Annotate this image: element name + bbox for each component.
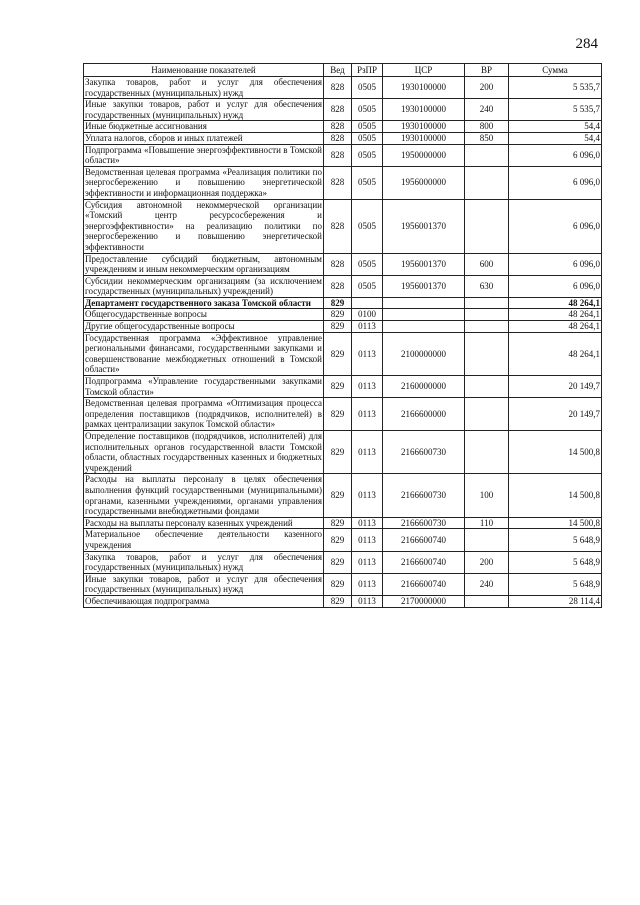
table-row (84, 275, 602, 297)
row-name: Уплата налогов, сборов и иных платежей (84, 132, 324, 144)
row-sum: 20 149,7 (509, 398, 602, 431)
row-rzpr: 0505 (352, 132, 383, 144)
table-row (84, 474, 602, 517)
table-row (84, 132, 602, 144)
row-vr (465, 332, 509, 375)
table-row (84, 431, 602, 474)
row-rzpr: 0505 (352, 253, 383, 275)
row-vr (465, 595, 509, 607)
row-rzpr: 0113 (352, 529, 383, 551)
row-sum: 48 264,1 (509, 332, 602, 375)
row-name: Материальное обеспечение деятельности казенного учреждения (85, 529, 322, 550)
row-ved: 829 (324, 398, 352, 431)
row-vr (465, 398, 509, 431)
row-vr (465, 376, 509, 398)
row-ved: 829 (324, 573, 352, 595)
row-ved: 828 (324, 121, 352, 133)
row-csr: 1956001370 (383, 275, 465, 297)
row-name: Субсидия автономной некоммерческой организации «Томский центр ресурсосбережения и энергоэффективности» на реализацию политики по энергосбережению и повышению энергетической эффективности (85, 199, 322, 252)
row-name: Определение поставщиков (подрядчиков, исполнителей) для исполнительных органов государственной власти Томской области, областных государственных казенных и бюджетных учреждений (85, 431, 322, 473)
row-csr: 1930100000 (383, 121, 465, 133)
row-ved: 829 (324, 376, 352, 398)
row-name: Ведомственная целевая программа «Реализация политики по энергосбережению и повышению энергетической эффективности и информационная поддержка» (85, 166, 322, 198)
row-csr: 1956001370 (383, 253, 465, 275)
row-name: Другие общегосударственные вопросы (84, 321, 324, 333)
row-csr: 2166600740 (383, 551, 465, 573)
header-vr: ВР (465, 64, 509, 77)
row-rzpr (352, 297, 383, 309)
row-vr (465, 144, 509, 166)
row-sum: 20 149,7 (509, 376, 602, 398)
row-sum: 6 096,0 (509, 199, 602, 253)
row-rzpr: 0505 (352, 199, 383, 253)
row-rzpr: 0100 (352, 309, 383, 321)
row-ved: 828 (324, 144, 352, 166)
row-rzpr: 0505 (352, 77, 383, 99)
row-csr: 2166600000 (383, 398, 465, 431)
row-ved: 829 (324, 297, 352, 309)
row-sum: 6 096,0 (509, 253, 602, 275)
row-sum: 5 535,7 (509, 77, 602, 99)
row-name: Предоставление субсидий бюджетным, автономным учреждениям и иным некоммерческим организациям (85, 253, 322, 275)
table-row (84, 121, 602, 133)
row-name: Иные закупки товаров, работ и услуг для обеспечения государственных (муниципальных) нужд (85, 573, 322, 595)
page-number: 284 (575, 36, 598, 52)
row-rzpr: 0113 (352, 332, 383, 375)
row-vr: 240 (465, 99, 509, 121)
table-row (84, 551, 602, 573)
row-sum: 48 264,1 (509, 297, 602, 309)
table-row (84, 77, 602, 99)
row-ved: 829 (324, 517, 352, 529)
row-name: Расходы на выплаты персоналу казенных учреждений (84, 517, 324, 529)
row-sum: 5 648,9 (509, 529, 602, 551)
header-csr: ЦСР (383, 64, 465, 77)
row-vr (465, 297, 509, 309)
table-row (84, 297, 602, 309)
row-rzpr: 0505 (352, 275, 383, 297)
row-vr: 100 (465, 474, 509, 517)
row-ved: 829 (324, 474, 352, 517)
row-sum: 28 114,4 (509, 595, 602, 607)
row-rzpr: 0505 (352, 99, 383, 121)
row-sum: 14 500,8 (509, 517, 602, 529)
row-csr: 1950000000 (383, 144, 465, 166)
table-row (84, 376, 602, 398)
row-vr (465, 166, 509, 199)
row-name: Иные закупки товаров, работ и услуг для обеспечения государственных (муниципальных) нужд (85, 99, 322, 120)
table-row (84, 398, 602, 431)
row-sum: 48 264,1 (509, 321, 602, 333)
row-vr (465, 321, 509, 333)
row-sum: 5 535,7 (509, 99, 602, 121)
table-row (84, 166, 602, 199)
table-row (84, 573, 602, 595)
row-sum: 6 096,0 (509, 275, 602, 297)
row-sum: 48 264,1 (509, 309, 602, 321)
table-row (84, 199, 602, 253)
row-rzpr: 0505 (352, 144, 383, 166)
row-ved: 829 (324, 321, 352, 333)
header-rzpr: РзПР (352, 64, 383, 77)
row-csr: 2166600740 (383, 529, 465, 551)
row-name: Департамент государственного заказа Томской области (84, 297, 324, 309)
row-sum: 6 096,0 (509, 144, 602, 166)
row-csr: 1930100000 (383, 77, 465, 99)
row-rzpr: 0113 (352, 573, 383, 595)
row-name: Иные бюджетные ассигнования (84, 121, 324, 133)
header-ved: Вед (324, 64, 352, 77)
row-ved: 829 (324, 529, 352, 551)
row-rzpr: 0113 (352, 431, 383, 474)
table-header-row (84, 64, 602, 77)
header-name: Наименование показателей (84, 64, 324, 77)
budget-table (83, 63, 602, 608)
row-csr: 2160000000 (383, 376, 465, 398)
row-csr: 1930100000 (383, 99, 465, 121)
table-row (84, 517, 602, 529)
row-name: Подпрограмма «Повышение энергоэффективности в Томской области» (85, 144, 322, 166)
row-sum: 5 648,9 (509, 551, 602, 573)
row-vr (465, 309, 509, 321)
row-ved: 828 (324, 77, 352, 99)
row-sum: 54,4 (509, 132, 602, 144)
row-ved: 829 (324, 309, 352, 321)
row-csr: 1956000000 (383, 166, 465, 199)
table-row (84, 144, 602, 166)
row-csr (383, 321, 465, 333)
table-row (84, 332, 602, 375)
row-csr: 2166600730 (383, 431, 465, 474)
table-row (84, 321, 602, 333)
row-csr: 1930100000 (383, 132, 465, 144)
row-ved: 829 (324, 431, 352, 474)
row-rzpr: 0505 (352, 121, 383, 133)
row-vr: 200 (465, 77, 509, 99)
row-csr: 2170000000 (383, 595, 465, 607)
row-sum: 14 500,8 (509, 474, 602, 517)
row-csr: 2100000000 (383, 332, 465, 375)
row-name: Государственная программа «Эффективное управление региональными финансами, государственными закупками и совершенствование межбюджетных отношений в Томской области» (85, 332, 322, 375)
row-name: Субсидии некоммерческим организациям (за исключением государственных (муниципальных) учреждений) (85, 275, 322, 297)
row-ved: 828 (324, 99, 352, 121)
row-ved: 828 (324, 275, 352, 297)
row-name: Обеспечивающая подпрограмма (84, 595, 324, 607)
row-sum: 14 500,8 (509, 431, 602, 474)
table-row (84, 309, 602, 321)
row-name: Закупка товаров, работ и услуг для обеспечения государственных (муниципальных) нужд (85, 551, 322, 573)
table-row (84, 253, 602, 275)
row-vr (465, 431, 509, 474)
row-rzpr: 0113 (352, 474, 383, 517)
table-row (84, 595, 602, 607)
row-vr: 600 (465, 253, 509, 275)
row-rzpr: 0113 (352, 517, 383, 529)
row-vr: 110 (465, 517, 509, 529)
row-ved: 828 (324, 166, 352, 199)
row-name: Общегосударственные вопросы (84, 309, 324, 321)
row-name: Расходы на выплаты персоналу в целях обеспечения выполнения функций государственными (муниципальными) органами, казенными учреждениями, органами управления государственными внебюджетными фондами (85, 474, 322, 517)
row-ved: 829 (324, 595, 352, 607)
row-vr: 240 (465, 573, 509, 595)
row-vr: 800 (465, 121, 509, 133)
table-row (84, 529, 602, 551)
row-rzpr: 0113 (352, 321, 383, 333)
row-ved: 828 (324, 132, 352, 144)
row-ved: 828 (324, 253, 352, 275)
row-vr: 850 (465, 132, 509, 144)
row-vr: 630 (465, 275, 509, 297)
row-csr: 2166600730 (383, 474, 465, 517)
row-rzpr: 0113 (352, 595, 383, 607)
row-vr: 200 (465, 551, 509, 573)
row-name: Закупка товаров, работ и услуг для обеспечения государственных (муниципальных) нужд (85, 77, 322, 98)
header-sum: Сумма (509, 64, 602, 77)
row-csr: 2166600740 (383, 573, 465, 595)
row-ved: 828 (324, 199, 352, 253)
row-vr (465, 529, 509, 551)
row-rzpr: 0113 (352, 551, 383, 573)
row-sum: 54,4 (509, 121, 602, 133)
row-vr (465, 199, 509, 253)
row-rzpr: 0113 (352, 376, 383, 398)
row-name: Подпрограмма «Управление государственными закупками Томской области» (85, 376, 322, 397)
row-sum: 5 648,9 (509, 573, 602, 595)
row-rzpr: 0113 (352, 398, 383, 431)
row-ved: 829 (324, 332, 352, 375)
row-csr: 1956001370 (383, 199, 465, 253)
row-csr (383, 309, 465, 321)
row-rzpr: 0505 (352, 166, 383, 199)
table-row (84, 99, 602, 121)
row-ved: 829 (324, 551, 352, 573)
row-sum: 6 096,0 (509, 166, 602, 199)
row-csr: 2166600730 (383, 517, 465, 529)
row-name: Ведомственная целевая программа «Оптимизация процесса определения поставщиков (подрядчиков, исполнителей) в рамках централизации закупок Томской области» (85, 398, 322, 430)
row-csr (383, 297, 465, 309)
